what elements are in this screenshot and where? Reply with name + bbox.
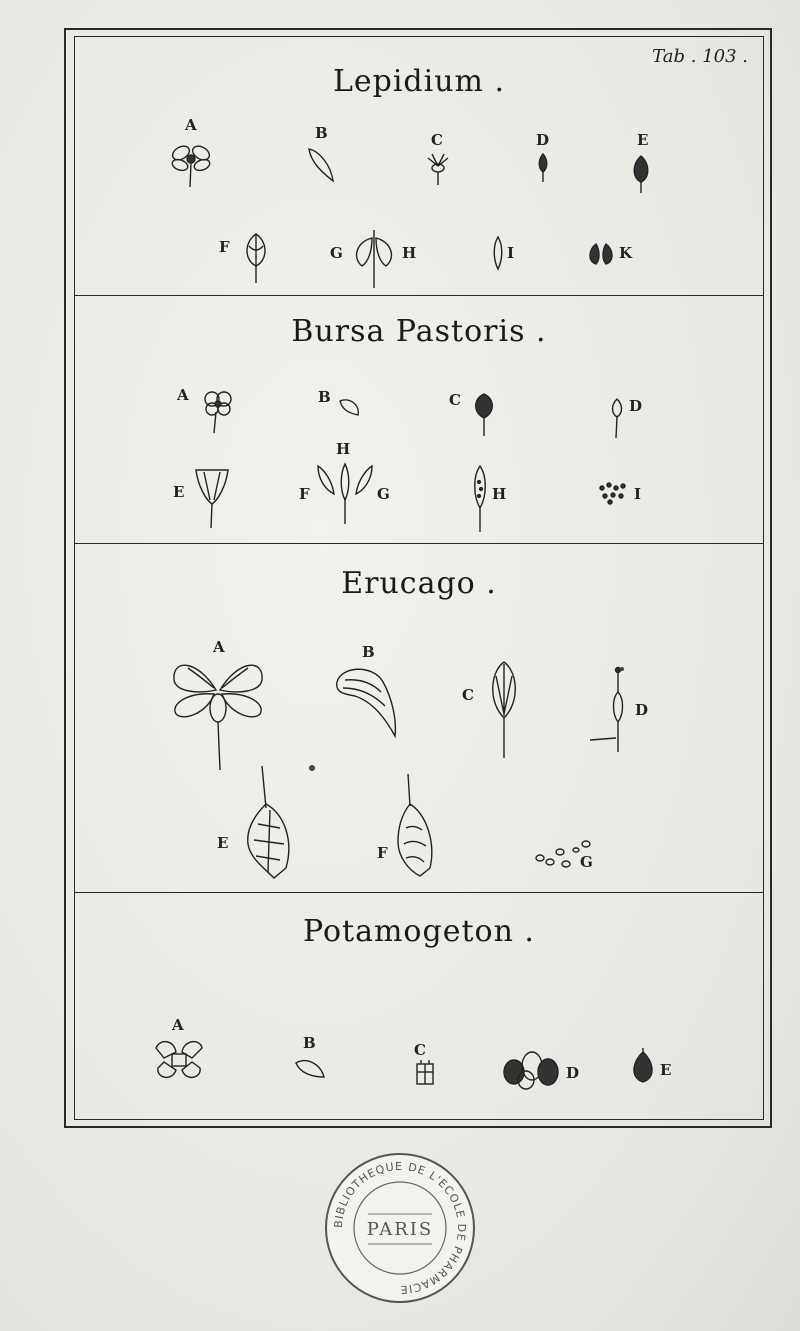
erucago-petal-b (333, 662, 403, 740)
figure-label: G (377, 485, 390, 503)
figure-label: I (507, 244, 515, 262)
bursa-silicle-open-f-g (314, 460, 376, 526)
stamp-center-text: PARIS (366, 1219, 434, 1240)
figure-label: B (315, 124, 328, 142)
lepidium-silicle-open-g-h (350, 228, 398, 290)
figure-label: F (377, 844, 388, 862)
section-title-potamogeton: Potamogeton . (303, 914, 535, 949)
lepidium-silicle-f (240, 230, 272, 285)
figure-label: C (449, 391, 461, 409)
potamogeton-fruits-d (500, 1040, 562, 1092)
section-divider (74, 543, 764, 544)
figure-label: C (414, 1041, 426, 1059)
lepidium-seeds-k (586, 240, 616, 268)
potamogeton-seed-e (628, 1048, 658, 1086)
figure-label: A (177, 386, 189, 404)
figure-label: G (330, 244, 343, 262)
figure-label: E (637, 131, 649, 149)
figure-label: K (619, 244, 633, 262)
library-stamp (322, 1150, 478, 1306)
erucago-flower-a (168, 650, 268, 772)
section-title-bursa-pastoris: Bursa Pastoris . (291, 314, 547, 349)
figure-label: F (219, 238, 230, 256)
bursa-septum-h (470, 462, 490, 534)
section-title-erucago: Erucago . (341, 566, 497, 601)
bursa-flower-a (198, 385, 238, 435)
potamogeton-petal-b (292, 1055, 328, 1081)
figure-label: C (431, 131, 443, 149)
lepidium-petal-b (305, 145, 337, 185)
lepidium-silicle-e (630, 152, 652, 194)
section-divider (74, 295, 764, 296)
section-title-lepidium: Lepidium . (332, 64, 506, 99)
figure-label: A (172, 1016, 184, 1034)
figure-label: D (629, 397, 643, 415)
figure-label: A (185, 116, 197, 134)
bursa-pistil-d (608, 395, 626, 440)
erucago-silique-e (244, 764, 296, 880)
bursa-calyx-c (470, 390, 498, 438)
stamp-ring-text: BIBLIOTHEQUE DE L'ECOLE DE PHARMACIE (331, 1159, 469, 1297)
lepidium-pistil-d (535, 152, 551, 184)
section-divider (74, 892, 764, 893)
erucago-silique-f (392, 772, 438, 880)
figure-label: F (299, 485, 310, 503)
ink-speck (309, 765, 315, 771)
figure-label: E (660, 1061, 672, 1079)
lepidium-flower-a (166, 135, 216, 190)
figure-label: E (173, 483, 185, 501)
potamogeton-stamen-c (413, 1060, 437, 1090)
lepidium-calyx-c (424, 150, 452, 186)
figure-label: I (634, 485, 642, 503)
potamogeton-flower-a (150, 1034, 208, 1084)
figure-label: B (318, 388, 331, 406)
figure-label: D (536, 131, 550, 149)
erucago-pistil-d (590, 664, 630, 754)
figure-label: B (303, 1034, 316, 1052)
figure-label: G (580, 853, 593, 871)
lepidium-seed-i (490, 233, 506, 273)
figure-label: B (362, 643, 375, 661)
figure-label: C (462, 686, 474, 704)
bursa-seeds-i (596, 480, 630, 506)
erucago-calyx-c (484, 658, 524, 760)
figure-label: A (213, 638, 225, 656)
plate-number: Tab . 103 . (652, 46, 748, 67)
bursa-silicle-e (192, 466, 232, 530)
bursa-petal-b (336, 395, 364, 419)
figure-label: D (635, 701, 649, 719)
figure-label: H (336, 440, 351, 458)
ink-speck (620, 667, 624, 671)
figure-label: E (217, 834, 229, 852)
figure-label: H (402, 244, 417, 262)
figure-label: H (492, 485, 507, 503)
figure-label: D (566, 1064, 580, 1082)
